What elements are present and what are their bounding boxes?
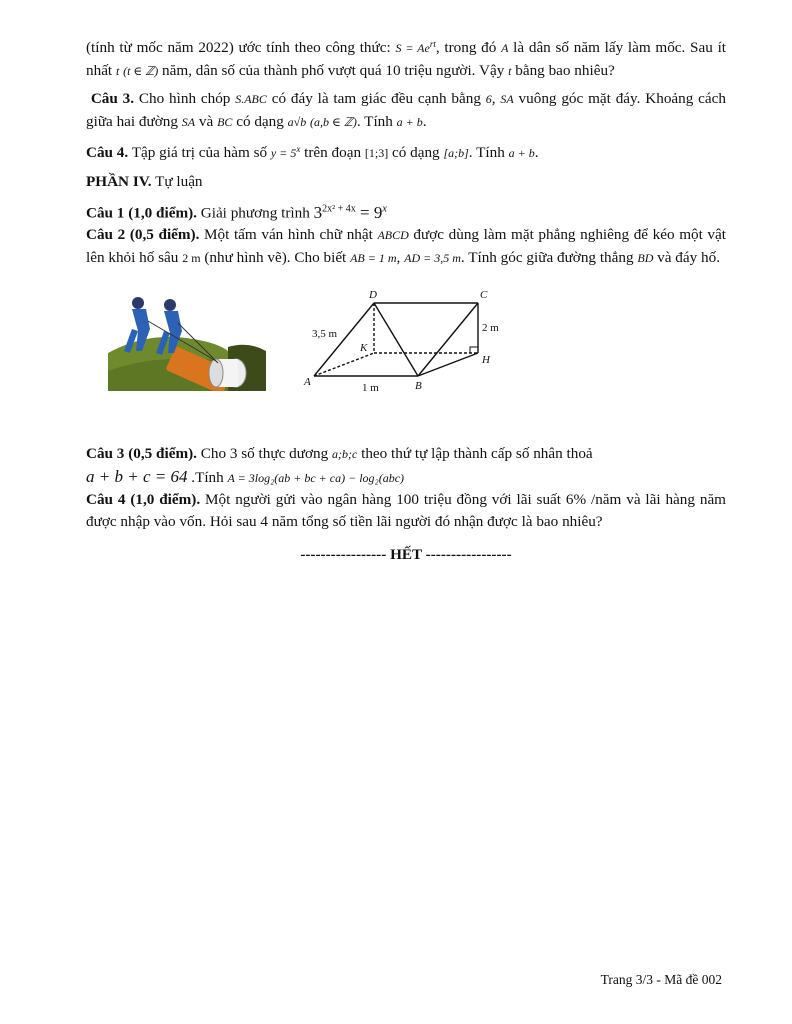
formula-s: $S = Ae^{rt}$ bbox=[395, 39, 436, 55]
essay-4-label: Câu 4 (1,0 điểm). bbox=[86, 491, 201, 509]
label-h: H bbox=[482, 354, 490, 367]
essay-2-label: Câu 2 (0,5 điểm). bbox=[86, 226, 200, 244]
end-marker: ----------------- HẾT ----------------- bbox=[300, 546, 512, 564]
label-b: B bbox=[415, 380, 422, 393]
ramp-diagram bbox=[286, 281, 516, 401]
label-ab-length: 1 m bbox=[362, 382, 379, 395]
label-d: D bbox=[369, 289, 377, 302]
essay-question-1: Câu 1 (1,0 điểm). Giải phương trình $3^{2x^2 + 4x} = 9^x$ bbox=[86, 202, 387, 222]
figure-area bbox=[86, 277, 726, 427]
essay-question-3: Câu 3 (0,5 điểm). Cho 3 số thực dương a;b;c theo thứ tự lập thành cấp số nhân thoả a + b + c = 64 .Tính A = 3log₂(ab + bc + ca) − log₂(abc) bbox=[86, 445, 593, 486]
label-a: A bbox=[304, 376, 311, 389]
page-footer: Trang 3/3 - Mã đề 002 bbox=[600, 972, 722, 987]
label-ad-length: 3,5 m bbox=[312, 328, 338, 341]
label-c: C bbox=[480, 289, 488, 302]
log-expression: A = 3log₂(ab + bc + ca) − log₂(abc) bbox=[227, 470, 405, 485]
intro-paragraph: (tính từ mốc năm 2022) ước tính theo công thức: $S = Ae^{rt}$, trong đó A là dân số năm lấy làm mốc. Sau ít nhất t (t ∈ ℤ) năm, dân số của thành phố vượt quá 10 triệu người. Vậy t bằng bao nhiêu? bbox=[86, 39, 727, 79]
essay-question-4: Câu 4 (1,0 điểm). Một người gửi vào ngân hàng 100 triệu đồng với lãi suất 6% /năm và lãi hàng năm được nhập vào vốn. Hỏi sau 4 năm tổng số tiền lãi người đó nhận được là bao nhiêu? bbox=[86, 491, 726, 530]
workers-illustration bbox=[108, 291, 268, 391]
equation-1: $3^{2x^2 + 4x} = 9^x$ bbox=[313, 202, 387, 222]
essay-1-label: Câu 1 (1,0 điểm). bbox=[86, 204, 197, 222]
question-3: Câu 3. Cho hình chóp S.ABC có đáy là tam giác đều cạnh bằng 6, SA vuông góc mặt đáy. Khoảng cách giữa hai đường SA và BC có dạng a√b (a,b ∈ ℤ). Tính a + b. bbox=[86, 90, 726, 130]
label-k: K bbox=[360, 342, 368, 355]
intro-text: (tính từ mốc năm 2022) ước tính theo công thức: bbox=[86, 39, 396, 56]
page-content bbox=[86, 34, 726, 566]
label-depth: 2 m bbox=[482, 322, 499, 335]
essay-3-label: Câu 3 (0,5 điểm). bbox=[86, 445, 197, 463]
question-3-label: Câu 3. bbox=[90, 90, 135, 107]
question-4-label: Câu 4. bbox=[86, 144, 129, 161]
essay-question-2: Câu 2 (0,5 điểm). Một tấm ván hình chữ nhật ABCD được dùng làm mặt phẳng nghiêng để kéo một vật lên khỏi hố sâu 2 m (như hình vẽ). Cho biết AB = 1 m, AD = 3,5 m. Tính góc giữa đường thẳng BD và đáy hố. bbox=[86, 226, 726, 266]
part-4-heading: PHẦN IV. Tự luận bbox=[86, 172, 203, 190]
sum-equation: a + b + c = 64 bbox=[86, 466, 188, 486]
question-4: Câu 4. Tập giá trị của hàm số $y = 5^x$ trên đoạn [1;3] có dạng [a;b]. Tính a + b. bbox=[86, 144, 539, 161]
